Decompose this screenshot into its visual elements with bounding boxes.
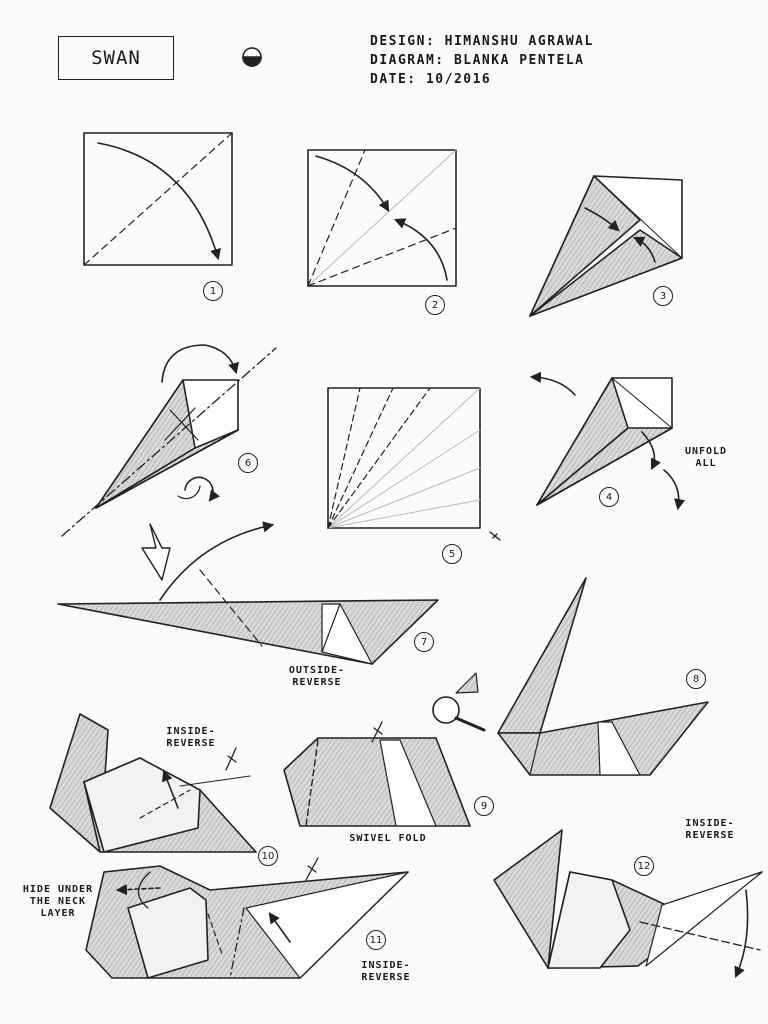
credit-design: DESIGN: HIMANSHU AGRAWAL xyxy=(370,34,594,49)
magnifier-icon xyxy=(433,673,484,730)
step5-square xyxy=(328,388,500,540)
label-hide-under: HIDE UNDER THE NECK LAYER xyxy=(22,884,94,919)
step2-square xyxy=(308,150,456,286)
step-number: 2 xyxy=(425,295,445,315)
credit-date: DATE: 10/2016 xyxy=(370,72,492,87)
step-number: 8 xyxy=(686,669,706,689)
step7-body xyxy=(58,524,438,664)
step1-square xyxy=(84,133,232,265)
step12-swan xyxy=(494,830,762,976)
step-number: 1 xyxy=(203,281,223,301)
step-number: 5 xyxy=(442,544,462,564)
step-number: 9 xyxy=(474,796,494,816)
label-inside-reverse-11: INSIDE- REVERSE xyxy=(361,960,411,983)
diagram-title: SWAN xyxy=(91,47,141,69)
step-number: 4 xyxy=(599,487,619,507)
label-inside-reverse-12: INSIDE- REVERSE xyxy=(685,818,735,841)
label-outside-reverse: OUTSIDE- REVERSE xyxy=(288,665,346,688)
label-unfold-all: UNFOLD ALL xyxy=(684,446,728,469)
difficulty-icon xyxy=(243,48,261,66)
label-inside-reverse-10: INSIDE- REVERSE xyxy=(166,726,216,749)
step8-swan xyxy=(498,578,708,775)
step6-kite xyxy=(62,345,276,536)
step-number: 12 xyxy=(634,856,654,876)
step-number: 7 xyxy=(414,632,434,652)
step-number: 10 xyxy=(258,846,278,866)
credit-diagram: DIAGRAM: BLANKA PENTELA xyxy=(370,53,585,68)
step-number: 11 xyxy=(366,930,386,950)
step-number: 6 xyxy=(238,453,258,473)
step9-body xyxy=(284,722,470,826)
step-number: 3 xyxy=(653,286,673,306)
label-swivel-fold: SWIVEL FOLD xyxy=(349,833,427,844)
